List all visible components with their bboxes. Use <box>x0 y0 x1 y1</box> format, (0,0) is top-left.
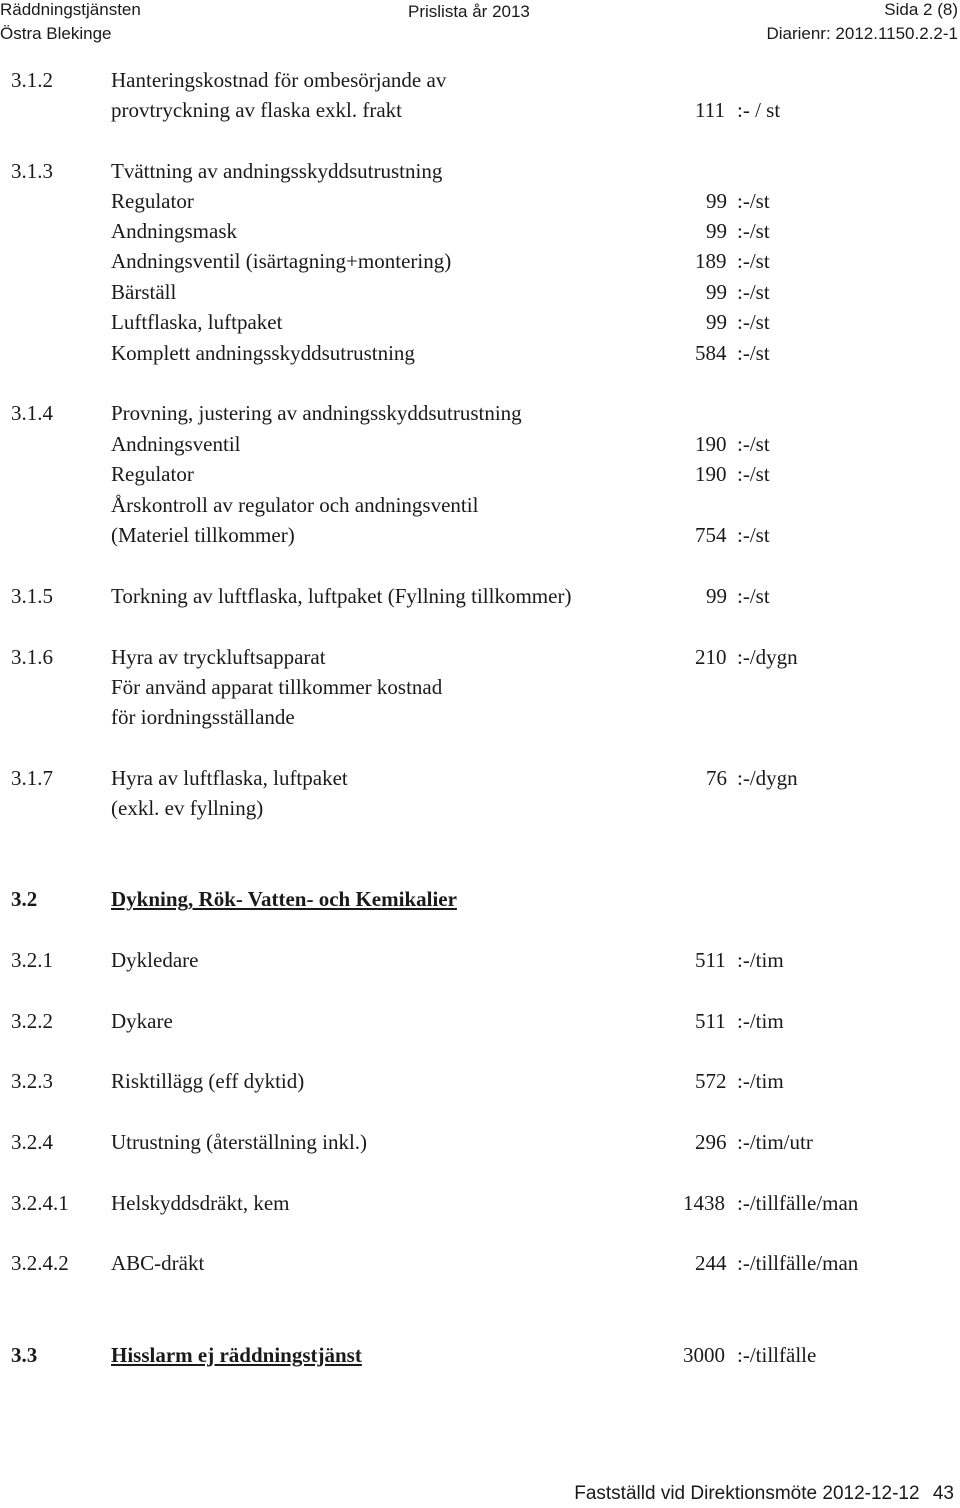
item-number: 3.1.7 <box>11 766 53 790</box>
item-amount: 754 <box>695 523 727 547</box>
item-label: Torkning av luftflaska, luftpaket (Fyllning tillkommer) <box>111 584 572 608</box>
item-unit: :-/st <box>737 584 770 608</box>
item-label: Bärställ <box>111 280 177 304</box>
item-row <box>0 429 960 459</box>
item-label: Komplett andningsskyddsutrustning <box>111 341 415 365</box>
item-label: Risktillägg (eff dyktid) <box>111 1069 305 1093</box>
item-unit: :-/st <box>737 310 770 334</box>
item-unit: :-/st <box>737 280 770 304</box>
item-amount: 572 <box>695 1069 727 1093</box>
item-amount: 111 <box>695 98 725 122</box>
section-heading <box>0 884 960 914</box>
item-unit: :-/tim <box>737 948 784 972</box>
item-label: Regulator <box>111 189 194 213</box>
item-row <box>0 1127 960 1157</box>
item-label: Hyra av luftflaska, luftpaket <box>111 766 348 790</box>
item-row <box>0 1066 960 1096</box>
item-label: Hyra av tryckluftsapparat <box>111 645 326 669</box>
item-label: Andningsventil (isärtagning+montering) <box>111 249 452 273</box>
item-number: 3.2.4.2 <box>11 1251 69 1275</box>
item-amount: 296 <box>695 1130 727 1154</box>
item-note: (exkl. ev fyllning) <box>111 796 264 820</box>
section-heading <box>0 1340 960 1370</box>
item-amount: 99 <box>706 280 727 304</box>
item-number: 3.1.3 <box>11 159 53 183</box>
item-unit: :-/dygn <box>737 645 798 669</box>
item-label: Provning, justering av andningsskyddsutrustning <box>111 401 522 425</box>
item-amount: 99 <box>706 584 727 608</box>
item-row <box>0 672 960 702</box>
item-row <box>0 642 960 672</box>
item-label: Tvättning av andningsskyddsutrustning <box>111 159 443 183</box>
item-unit: :-/st <box>737 432 770 456</box>
item-amount: 511 <box>695 1009 726 1033</box>
item-row <box>0 186 960 216</box>
item-row <box>0 95 960 125</box>
item-amount: 210 <box>695 645 727 669</box>
item-number: 3.2.4 <box>11 1130 53 1154</box>
item-label: Utrustning (återställning inkl.) <box>111 1130 368 1154</box>
item-label: Helskyddsdräkt, kem <box>111 1191 290 1215</box>
diary-number: Diarienr: 2012.1150.2.2-1 <box>766 24 958 43</box>
item-amount: 3000 <box>683 1343 725 1367</box>
item-unit: :-/tillfälle/man <box>737 1251 859 1275</box>
item-row <box>0 459 960 489</box>
org-name-line1: Räddningstjänsten <box>0 0 141 19</box>
item-amount: 190 <box>695 462 727 486</box>
item-label: (Materiel tillkommer) <box>111 523 295 547</box>
item-unit: :-/tillfälle/man <box>737 1191 859 1215</box>
item-label: Andningsmask <box>111 219 237 243</box>
item-amount: 584 <box>695 341 727 365</box>
org-name-line2: Östra Blekinge <box>0 24 112 43</box>
item-number: 3.1.5 <box>11 584 53 608</box>
item-note: för iordningsställande <box>111 705 295 729</box>
item-note: För använd apparat tillkommer kostnad <box>111 675 443 699</box>
item-label: provtryckning av flaska exkl. frakt <box>111 98 402 122</box>
item-row <box>0 702 960 732</box>
item-unit: :-/tim/utr <box>737 1130 813 1154</box>
item-label: Dykare <box>111 1009 173 1033</box>
item-row <box>0 338 960 368</box>
item-label: Luftflaska, luftpaket <box>111 310 283 334</box>
item-unit: :-/tim <box>737 1009 784 1033</box>
item-amount: 99 <box>706 219 727 243</box>
item-amount: 1438 <box>683 1191 725 1215</box>
item-row <box>0 277 960 307</box>
item-row <box>0 1006 960 1036</box>
item-unit: :-/st <box>737 341 770 365</box>
page-number: Sida 2 (8) <box>884 0 958 19</box>
document-title: Prislista år 2013 <box>408 2 530 21</box>
item-amount: 190 <box>695 432 727 456</box>
item-label: Andningsventil <box>111 432 241 456</box>
item-unit: :-/tim <box>737 1069 784 1093</box>
item-row <box>0 398 960 428</box>
item-row <box>0 520 960 550</box>
page-footer <box>574 1483 954 1505</box>
item-amount: 244 <box>695 1251 727 1275</box>
item-row <box>0 1248 960 1278</box>
item-row <box>0 490 960 520</box>
item-amount: 99 <box>706 310 727 334</box>
item-unit: :-/st <box>737 219 770 243</box>
item-row <box>0 246 960 276</box>
item-amount: 76 <box>706 766 727 790</box>
item-amount: 99 <box>706 189 727 213</box>
item-row <box>0 945 960 975</box>
item-label: Hanteringskostnad för ombesörjande av <box>111 68 447 92</box>
item-unit: :-/st <box>737 189 770 213</box>
item-number: 3.2.2 <box>11 1009 53 1033</box>
item-unit: :-/st <box>737 462 770 486</box>
item-unit: :- / st <box>737 98 781 122</box>
item-amount: 189 <box>695 249 727 273</box>
item-label: Regulator <box>111 462 194 486</box>
item-row <box>0 1188 960 1218</box>
section-number: 3.2 <box>11 887 38 911</box>
item-number: 3.1.6 <box>11 645 53 669</box>
item-number: 3.2.3 <box>11 1069 53 1093</box>
item-row <box>0 65 960 95</box>
footer-text: Fastställd vid Direktionsmöte 2012-12-12 <box>574 1483 920 1504</box>
item-number: 3.1.4 <box>11 401 53 425</box>
item-row <box>0 307 960 337</box>
item-row <box>0 763 960 793</box>
section-number: 3.3 <box>11 1343 38 1367</box>
item-unit: :-/st <box>737 523 770 547</box>
item-amount: 511 <box>695 948 726 972</box>
item-number: 3.2.4.1 <box>11 1191 69 1215</box>
item-number: 3.2.1 <box>11 948 53 972</box>
item-unit: :-/dygn <box>737 766 798 790</box>
section-title: Hisslarm ej räddningstjänst <box>111 1343 362 1367</box>
item-row <box>0 793 960 823</box>
item-label: Årskontroll av regulator och andningsventil <box>111 493 479 517</box>
item-row <box>0 216 960 246</box>
item-row <box>0 156 960 186</box>
item-number: 3.1.2 <box>11 68 53 92</box>
item-label: Dykledare <box>111 948 199 972</box>
footer-number: 43 <box>932 1483 954 1504</box>
item-unit: :-/tillfälle <box>737 1343 817 1367</box>
item-unit: :-/st <box>737 249 770 273</box>
section-title: Dykning, Rök- Vatten- och Kemikalier <box>111 887 457 911</box>
item-label: ABC-dräkt <box>111 1251 205 1275</box>
item-row <box>0 581 960 611</box>
